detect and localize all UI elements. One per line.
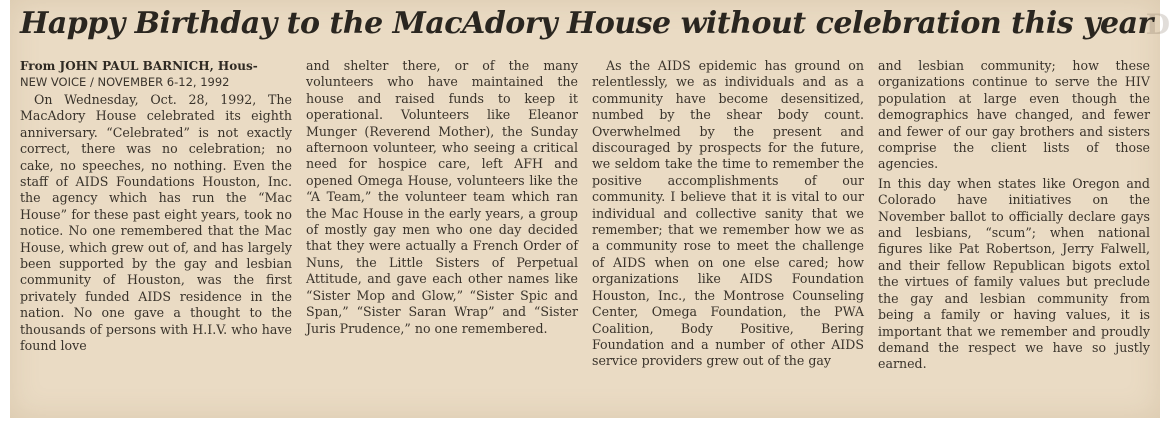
- column-3: [592, 58, 864, 373]
- article-body: [20, 58, 1152, 373]
- column-2: [306, 58, 578, 373]
- column-4: [878, 58, 1150, 373]
- byline: From JOHN PAUL BARNICH, Hous-: [20, 59, 258, 73]
- column-1: [20, 58, 292, 373]
- headline: Happy Birthday to the MacAdory House without celebration this year: [20, 6, 1153, 41]
- paragraph: As the AIDS epidemic has ground on relentlessly, we as individuals and as a community have become desensitized, numbed by the shear body count. Overwhelmed by the present and discouraged by prospects for the future, we seldom take the time to remember the positive accomplishments of our community. I believe that it is vital to our individual and collective sanity that we remember; that we remember how we as a community rose to meet the challenge of AIDS when on one else cared; how organizations like AIDS Foundation Houston, Inc., the Montrose Counseling Center, Omega Foundation, the PWA Coalition, Body Positive, Bering Foundation and a number of other AIDS service providers grew out of the gay: [592, 58, 864, 369]
- bleed-through-text: D: [1145, 8, 1170, 41]
- newspaper-clipping: [10, 0, 1170, 418]
- paragraph: and shelter there, or of the many volunteers who have maintained the house and raised funds to keep it operational. Volunteers like Eleanor Munger (Reverend Mother), the Sunday afternoon volunteer, who seeing a critical need for hospice care, left AFH and opened Omega House, volunteers like the “A Team,” the volunteer team which ran the Mac House in the early years, a group of mostly gay men who one day decided that they were actually a French Order of Nuns, the Little Sisters of Perpetual Attitude, and gave each other names like “Sister Mop and Glow,” “Sister Spic and Span,” “Sister Saran Wrap” and “Sister Juris Prudence,” no one remembered.: [306, 58, 578, 336]
- source-line: NEW VOICE / NOVEMBER 6-12, 1992: [20, 75, 230, 89]
- paragraph: In this day when states like Oregon and Colorado have initiatives on the November ballot to officially declare gays and lesbians, “scum”; when national figures like Pat Robertson, Jerry Falwell, and their fellow Republican bigots extol the virtues of family values but preclude the gay and lesbian community from being a family or having values, it is important that we remember and proudly demand the respect we have so justly earned.: [878, 175, 1150, 372]
- paragraph: and lesbian community; how these organizations continue to serve the HIV population at large even though the demographics have changed, and fewer and fewer of our gay brothers and sisters comprise the client lists of those agencies.: [878, 58, 1150, 172]
- paragraph: On Wednesday, Oct. 28, 1992, The MacAdory House celebrated its eighth anniversary. “Celebrated” is not exactly correct, there was no celebration; no cake, no speeches, no nothing. Even the staff of AIDS Foundations Houston, Inc. the agency which has run the “Mac House” for these past eight years, took no notice. No one remembered that the Mac House, which grew out of, and has largely been supported by the gay and lesbian community of Houston, was the first privately funded AIDS residence in the nation. No one gave a thought to the thousands of persons with H.I.V. who have found love: [20, 92, 292, 354]
